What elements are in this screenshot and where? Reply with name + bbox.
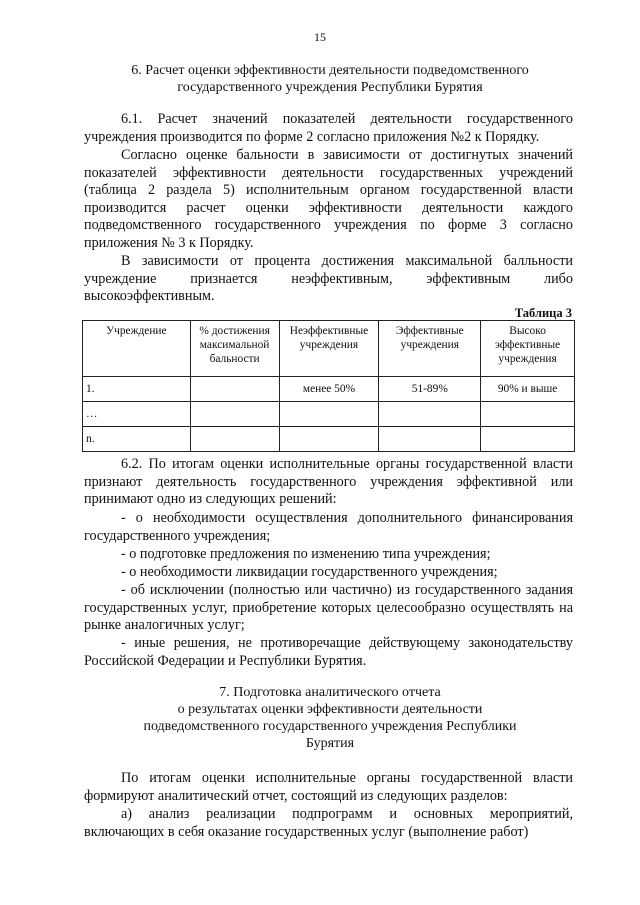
table-header-row	[83, 321, 575, 377]
table-cell	[190, 377, 279, 402]
section-7-title-line1: 7. Подготовка аналитического отчета	[219, 685, 441, 700]
decision-item: - о необходимости осуществления дополнительного финансирования государственного учреждения;	[84, 510, 573, 544]
table-cell	[279, 427, 379, 452]
header-ineffective: Неэффективные учреждения	[279, 321, 379, 377]
decision-item: - об исключении (полностью или частично) из государственного задания государственных услуг, приобретение которых целесообразно осуществлять на рынке аналогичных услуг;	[84, 582, 573, 634]
decision-item: - о необходимости ликвидации государственного учреждения;	[121, 564, 498, 580]
table-cell	[481, 427, 575, 452]
table-cell: 90% и выше	[481, 377, 575, 402]
section-7-title	[80, 684, 580, 752]
table-cell	[481, 402, 575, 427]
section-7-title-line3: подведомственного государственного учреждения Республики	[143, 719, 517, 734]
table-cell	[190, 402, 279, 427]
paragraph-6-1-percent: В зависимости от процента достижения максимальной балльности учреждение признается неэффективным, эффективным либо высокоэффективным.	[84, 253, 573, 305]
table-cell	[190, 427, 279, 452]
table-row	[83, 377, 575, 402]
table-cell: менее 50%	[279, 377, 379, 402]
table-3-caption: Таблица 3	[514, 306, 572, 320]
header-highly-effective: Высоко эффективные учреждения	[481, 321, 575, 377]
paragraph-6-2: 6.2. По итогам оценки исполнительные органы государственной власти признают деятельность государственного учреждения эффективной или принимают одно из следующих решений:	[84, 456, 573, 508]
section-7-title-line2: о результатах оценки эффективности деятельности	[177, 702, 483, 717]
section-7-title-line4: Бурятия	[305, 736, 355, 751]
table-cell: …	[83, 402, 191, 427]
table-row	[83, 402, 575, 427]
paragraph-7-1: По итогам оценки исполнительные органы государственной власти формируют аналитический отчет, состоящий из следующих разделов:	[84, 770, 573, 804]
paragraph-7-a: а) анализ реализации подпрограмм и основных мероприятий, включающих в себя оказание государственных услуг (выполнение работ)	[84, 806, 573, 840]
table-cell	[279, 402, 379, 427]
table-cell: 51-89%	[379, 377, 481, 402]
paragraph-6-1: 6.1. Расчет значений показателей деятельности государственного учреждения производится по форме 2 согласно приложения №2 к Порядку.	[84, 111, 573, 145]
section-6-title	[80, 62, 580, 96]
table-row	[83, 427, 575, 452]
table-cell: n.	[83, 427, 191, 452]
header-institution: Учреждение	[83, 321, 191, 377]
decision-item: - иные решения, не противоречащие действующему законодательству Российской Федерации и Республики Бурятия.	[84, 635, 573, 669]
decision-item: - о подготовке предложения по изменению типа учреждения;	[121, 546, 491, 562]
header-percent: % достижения максимальной бальности	[190, 321, 279, 377]
table-cell	[379, 402, 481, 427]
table-cell	[379, 427, 481, 452]
table-3	[82, 320, 575, 452]
page-number: 15	[314, 30, 326, 44]
header-effective: Эффективные учреждения	[379, 321, 481, 377]
section-6-title-line1: 6. Расчет оценки эффективности деятельности подведомственного	[131, 63, 529, 78]
paragraph-6-1-balls: Согласно оценке бальности в зависимости от достигнутых значений показателей эффективности деятельности государственных учреждений (таблица 2 раздела 5) исполнительным органом государственной власти производится расчет оценки эффективности деятельности каждого подведомственного государственного учреждения по форме 3 согласно приложения № 3 к Порядку.	[84, 147, 573, 251]
section-6-title-line2: государственного учреждения Республики Бурятия	[177, 80, 483, 95]
table-cell: 1.	[83, 377, 191, 402]
